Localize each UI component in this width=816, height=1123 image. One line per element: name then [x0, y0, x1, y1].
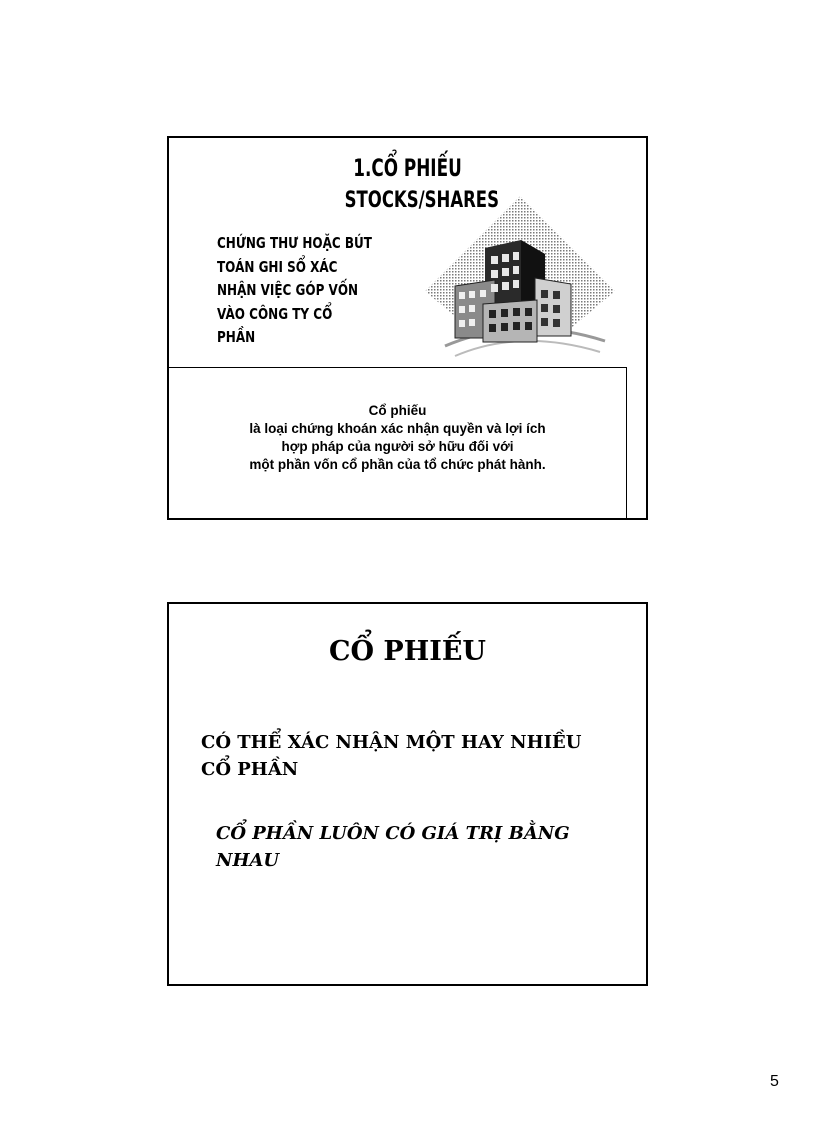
definition-box-line: là loại chứng khoán xác nhận quyền và lợi ích	[249, 421, 546, 436]
page-number: 5	[770, 1073, 779, 1090]
definition-line: CHỨNG THƯ HOẶC BÚT	[217, 234, 372, 252]
slide-1-title: 1.CỔ PHIẾU	[353, 154, 462, 182]
slide-1-subtitle: STOCKS/SHARES	[344, 188, 499, 213]
definition-line: TOÁN GHI SỔ XÁC	[217, 257, 338, 276]
definition-line: NHẬN VIỆC GÓP VỐN	[217, 281, 359, 299]
slide-2-point-1	[201, 729, 581, 783]
point-line: CỔ PHẦN LUÔN CÓ GIÁ TRỊ BẰNG	[216, 823, 570, 844]
definition-box-line: hợp pháp của người sở hữu đối với	[281, 439, 514, 454]
slide-2-point-2	[216, 820, 570, 874]
definition-box	[169, 367, 627, 520]
office-building-icon	[425, 196, 615, 371]
point-line: NHAU	[216, 850, 280, 871]
point-line: CỔ PHẦN	[201, 759, 299, 780]
slide-1-definition	[217, 232, 425, 350]
slide-2	[167, 602, 648, 986]
definition-line: PHẦN	[217, 328, 256, 346]
definition-line: VÀO CÔNG TY CỔ	[217, 304, 333, 323]
point-line: CÓ THỂ XÁC NHẬN MỘT HAY NHIỀU	[201, 732, 582, 753]
slide-1	[167, 136, 648, 520]
definition-box-line: một phần vốn cổ phần của tổ chức phát hành.	[249, 457, 546, 472]
definition-box-line: Cổ phiếu	[368, 403, 427, 418]
slide-2-title: CỔ PHIẾU	[329, 636, 486, 667]
